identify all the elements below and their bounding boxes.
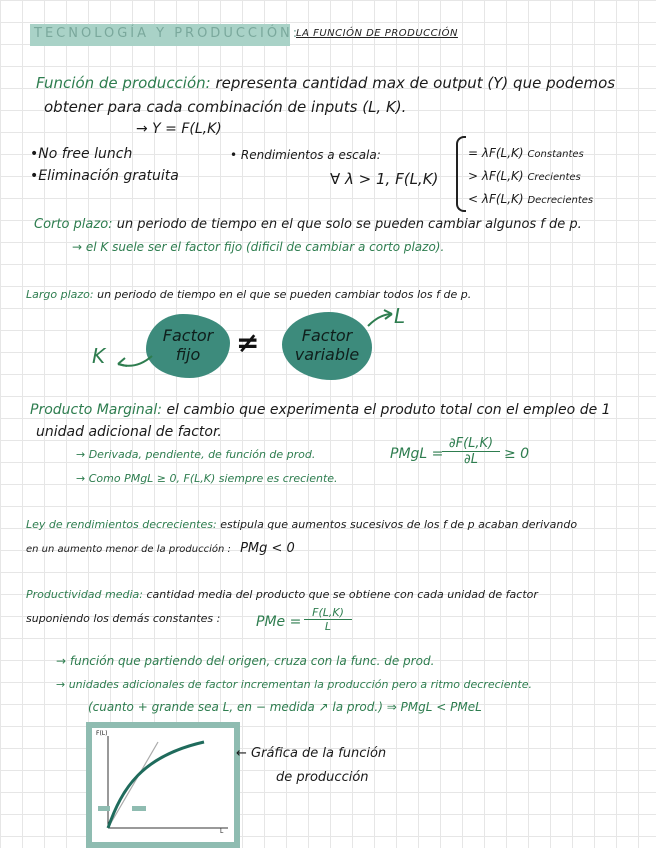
factor-variable-word2: variable xyxy=(294,345,360,364)
rend-case-constantes xyxy=(468,146,584,160)
arrow-head-k xyxy=(118,358,127,366)
ley-formula: PMg < 0 xyxy=(240,541,295,556)
rend-case-name: Crecientes xyxy=(527,172,581,183)
pme-numerator: F(L,K) xyxy=(304,606,352,620)
pme-label: PMe = xyxy=(256,614,302,630)
marginal-term: Producto Marginal: xyxy=(30,402,162,418)
rendimientos-brace xyxy=(456,136,466,212)
pmg-denominator: ∂L xyxy=(464,452,478,467)
corto-plazo-note: → el K suele ser el factor fijo (dificil de cambiar a corto plazo). xyxy=(72,240,445,254)
pme-denominator: L xyxy=(324,620,332,633)
corto-plazo-line xyxy=(34,217,582,232)
marginal-note1: → Derivada, pendiente, de función de prod. xyxy=(76,448,316,461)
production-graph xyxy=(86,722,240,848)
factor-variable-word: Factor xyxy=(301,326,353,345)
k-label: K xyxy=(92,344,106,368)
media-note1: → función que partiendo del origen, cruza con la func. de prod. xyxy=(56,654,435,668)
marginal-note2: → Como PMgL ≥ 0, F(L,K) siempre es creciente. xyxy=(76,472,338,485)
rendimientos-label: • Rendimientos a escala: xyxy=(230,148,381,162)
graph-y-label: F(L) xyxy=(96,730,108,737)
production-graph-svg xyxy=(92,728,234,842)
pmg-label: PMgL = xyxy=(390,446,444,462)
media-line1 xyxy=(26,588,538,601)
pmg-relation: ≥ 0 xyxy=(504,446,530,462)
rend-case-crecientes xyxy=(468,169,581,183)
corto-plazo-def: un periodo de tiempo en el que solo se pueden cambiar algunos f de p. xyxy=(116,217,582,232)
marginal-line2: unidad adicional de factor. xyxy=(36,424,222,440)
media-term: Productividad media: xyxy=(26,588,143,601)
graph-average-ray xyxy=(108,742,158,828)
not-equal-sign: ≠ xyxy=(236,326,260,359)
produccion-def-line2: obtener para cada combinación de inputs (L, K). xyxy=(44,98,407,116)
rendimientos-condition: ∀ λ > 1, F(L,K) xyxy=(330,170,439,188)
rend-case-rel: > λF(L,K) xyxy=(468,169,524,183)
produccion-term: Función de producción: xyxy=(36,74,211,92)
graph-caption-line1: ← Gráfica de la función xyxy=(236,746,387,761)
media-line2: suponiendo los demás constantes : xyxy=(26,612,221,625)
marginal-def-1: el cambio que experimenta el produto total con el empleo de 1 xyxy=(166,402,611,418)
ley-term: Ley de rendimientos decrecientes: xyxy=(26,518,217,531)
factor-fijo-word: Factor xyxy=(162,326,214,345)
media-note2: → unidades adicionales de factor incrementan la producción pero a ritmo decreciente. xyxy=(56,678,533,691)
rend-case-decrecientes xyxy=(468,192,593,206)
graph-x-label: L xyxy=(220,828,224,835)
pmg-fraction xyxy=(442,436,500,467)
produccion-def-1: representa cantidad max de output (Y) que podemos xyxy=(215,74,616,92)
graph-marker-left xyxy=(98,806,110,811)
l-label: L xyxy=(394,304,406,328)
ley-line1 xyxy=(26,518,577,531)
factor-arrows xyxy=(100,300,400,380)
supuesto-eliminacion: •Eliminación gratuita xyxy=(30,168,179,184)
largo-plazo-term: Largo plazo: xyxy=(26,288,94,301)
page-title: TECNOLOGÍA Y PRODUCCIÓN: xyxy=(34,26,301,41)
rend-case-name: Decrecientes xyxy=(527,195,594,206)
page-subtitle: LA FUNCIÓN DE PRODUCCIÓN xyxy=(296,28,458,39)
graph-production-curve xyxy=(108,742,204,828)
factor-fijo-word2: fijo xyxy=(175,345,201,364)
produccion-def-line1 xyxy=(36,74,615,92)
pmg-numerator: ∂F(L,K) xyxy=(442,436,500,452)
media-def-1: cantidad media del producto que se obtiene con cada unidad de factor xyxy=(146,588,538,601)
marginal-line1 xyxy=(30,402,611,418)
rend-case-rel: = λF(L,K) xyxy=(468,146,524,160)
corto-plazo-term: Corto plazo: xyxy=(34,217,113,232)
rend-case-rel: < λF(L,K) xyxy=(468,192,524,206)
largo-plazo-def: un periodo de tiempo en el que se pueden cambiar todos los f de p. xyxy=(97,288,472,301)
rend-case-name: Constantes xyxy=(527,149,584,160)
ley-def-2: en un aumento menor de la producción : xyxy=(26,544,231,555)
ley-def-1: estipula que aumentos sucesivos de los f de p acaban derivando xyxy=(220,518,578,531)
supuesto-no-free-lunch: •No free lunch xyxy=(30,146,133,162)
pme-fraction xyxy=(304,606,352,633)
ley-line2 xyxy=(26,541,295,556)
graph-marker-mid xyxy=(132,806,146,811)
produccion-formula: → Y = F(L,K) xyxy=(136,121,222,137)
media-note3: (cuanto + grande sea L, en − medida ↗ la prod.) ⇒ PMgL < PMeL xyxy=(88,700,482,714)
graph-caption-line2: de producción xyxy=(276,770,369,785)
